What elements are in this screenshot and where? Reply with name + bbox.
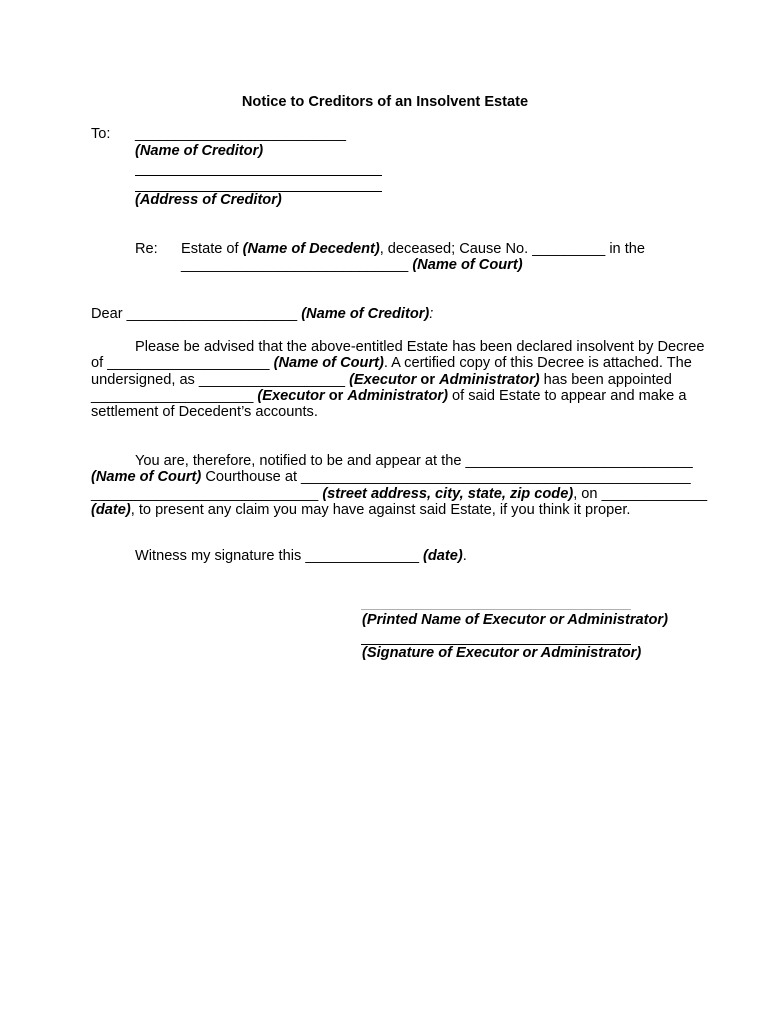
para2-line-4: (date), to present any claim you may have against said Estate, if you think it proper. — [91, 502, 631, 518]
signature-hint: (Signature of Executor or Administrator) — [362, 645, 642, 661]
witness-line: Witness my signature this ______________ (date). — [135, 548, 467, 564]
creditor-name-hint: (Name of Creditor) — [135, 143, 264, 159]
para2-line-1: You are, therefore, notified to be and appear at the ____________________________ — [135, 453, 693, 469]
printed-name-line — [361, 609, 631, 610]
para1-line-5: settlement of Decedent’s accounts. — [91, 404, 318, 420]
re-line-2: ____________________________ (Name of Court) — [181, 257, 523, 273]
creditor-address-hint: (Address of Creditor) — [135, 192, 282, 208]
re-line-1: Estate of (Name of Decedent), deceased; Cause No. _________ in the — [181, 241, 646, 257]
para1-line-1: Please be advised that the above-entitled Estate has been declared insolvent by Decree — [135, 339, 705, 355]
para2-line-2: (Name of Court) Courthouse at ________________________________________________ — [91, 469, 691, 485]
salutation: Dear _____________________ (Name of Creditor): — [91, 306, 434, 322]
address-line-1 — [135, 175, 382, 176]
para2-line-3: ____________________________ (street address, city, state, zip code), on _____________ — [91, 486, 708, 502]
para1-line-2: of ____________________ (Name of Court). A certified copy of this Decree is attached. The — [91, 355, 692, 371]
printed-name-hint: (Printed Name of Executor or Administrator) — [362, 612, 668, 628]
document-title: Notice to Creditors of an Insolvent Estate — [241, 94, 529, 110]
creditor-name-blank: __________________________ — [135, 126, 347, 142]
to-label: To: — [91, 126, 111, 142]
para1-line-3: undersigned, as __________________ (Executor or Administrator) has been appointed — [91, 372, 672, 388]
re-label: Re: — [135, 241, 158, 257]
para1-line-4: ____________________ (Executor or Administrator) of said Estate to appear and make a — [91, 388, 687, 404]
